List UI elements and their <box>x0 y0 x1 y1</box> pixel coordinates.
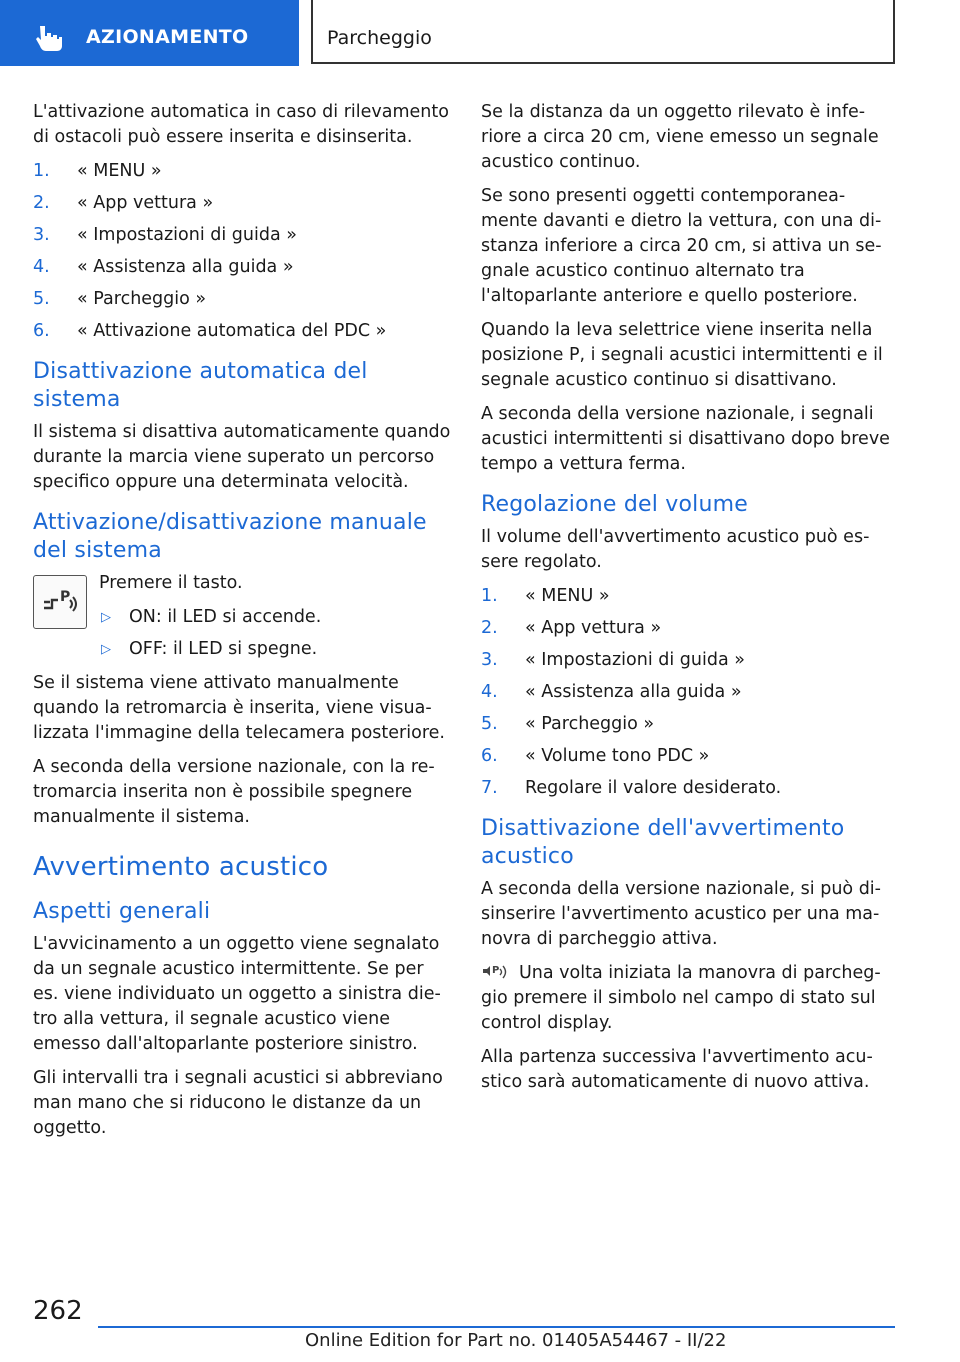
front-rear-paragraph: Se sono presenti oggetti contemporaneamente davanti e dietro la vettura, con una distanza inferiore a circa 20 cm, si attiva un segnale acustico continuo alternato tra l'altoparlante anteriore e quello posteriore. <box>481 186 882 306</box>
list-item <box>33 319 453 344</box>
svg-text:P: P <box>60 589 71 605</box>
list-item <box>481 584 893 609</box>
step-text: « MENU » <box>77 161 162 181</box>
heading-auto-deactivation: Disattivazione automatica del sistema <box>33 359 368 412</box>
list-item <box>99 605 453 630</box>
step-number: 6. <box>33 321 50 341</box>
step-text: « Parcheggio » <box>525 714 655 734</box>
step-number: 3. <box>481 650 498 670</box>
bullet-off-text: OFF: il LED si spegne. <box>129 639 318 659</box>
list-item <box>481 616 893 641</box>
general-paragraph-1: L'avvicinamento a un oggetto viene segnalato da un segnale acustico intermittente. Se per es. viene individuato un oggetto a sinistra dietro alla vettura, il segnale acustico viene emesso dall'altoparlante posteriore sinistro. <box>33 934 441 1054</box>
step-number: 3. <box>33 225 50 245</box>
volume-paragraph: Il volume dell'avvertimento acustico può essere regolato. <box>481 527 870 572</box>
intro-paragraph: L'attivazione automatica in caso di rilevamento di ostacoli può essere inserita e disinserita. <box>33 102 449 147</box>
left-column <box>33 100 453 1150</box>
step-text: « Parcheggio » <box>77 289 207 309</box>
step-text: « App vettura » <box>525 618 662 638</box>
step-text: « Assistenza alla guida » <box>77 257 294 277</box>
disable-icon-paragraph <box>481 961 893 1036</box>
list-item <box>33 287 453 312</box>
press-button-text: Premere il tasto. <box>99 573 243 593</box>
section-header <box>311 0 895 64</box>
list-item <box>33 223 453 248</box>
step-text: Regolare il valore desiderato. <box>525 778 782 798</box>
continuous-tone-paragraph: Se la distanza da un oggetto rilevato è inferiore a circa 20 cm, viene emesso un segnale acustico continuo. <box>481 102 879 172</box>
step-text: « MENU » <box>525 586 610 606</box>
list-item <box>33 159 453 184</box>
step-text: « App vettura » <box>77 193 214 213</box>
triangle-bullet-icon: ▷ <box>101 610 111 625</box>
step-number: 2. <box>481 618 498 638</box>
led-status-list <box>99 605 453 662</box>
pdc-button-block <box>33 571 453 671</box>
auto-activation-steps <box>33 159 453 344</box>
step-number: 2. <box>33 193 50 213</box>
chapter-title: AZIONAMENTO <box>86 26 249 48</box>
edition-text: Online Edition for Part no. 01405A54467 - II/22 <box>305 1330 727 1351</box>
step-text: « Volume tono PDC » <box>525 746 710 766</box>
heading-disable-warning: Disattivazione dell'avvertimento acustico <box>481 816 845 869</box>
list-item <box>481 680 893 705</box>
step-number: 4. <box>481 682 498 702</box>
heading-manual-toggle: Attivazione/disattivazione manuale del sistema <box>33 510 427 563</box>
list-item <box>33 255 453 280</box>
volume-steps <box>481 584 893 801</box>
page-number: 262 <box>33 1296 83 1326</box>
disable-icon-text: Una volta iniziata la manovra di parcheggio premere il simbolo nel campo di stato sul control display. <box>481 963 881 1033</box>
disable-paragraph: A seconda della versione nazionale, si può disinserire l'avvertimento acustico per una manovra di parcheggio attiva. <box>481 879 881 949</box>
restart-paragraph: Alla partenza successiva l'avvertimento acustico sarà automaticamente di nuovo attiva. <box>481 1047 873 1092</box>
list-item <box>481 744 893 769</box>
national-version-paragraph: A seconda della versione nazionale, i segnali acustici intermittenti si disattivano dopo breve tempo a vettura ferma. <box>481 404 890 474</box>
list-item <box>481 712 893 737</box>
section-title: Parcheggio <box>327 27 432 49</box>
step-number: 1. <box>481 586 498 606</box>
step-number: 6. <box>481 746 498 766</box>
step-text: « Impostazioni di guida » <box>77 225 297 245</box>
step-number: 4. <box>33 257 50 277</box>
pdc-button-icon <box>33 575 87 629</box>
step-number: 1. <box>33 161 50 181</box>
step-text: « Impostazioni di guida » <box>525 650 745 670</box>
hand-pointer-icon <box>34 24 64 52</box>
heading-acoustic-warning: Avvertimento acustico <box>33 852 329 882</box>
step-text: « Assistenza alla guida » <box>525 682 742 702</box>
pdc-sensor-icon <box>40 586 80 620</box>
step-text: « Attivazione automatica del PDC » <box>77 321 387 341</box>
list-item <box>481 648 893 673</box>
step-number: 5. <box>481 714 498 734</box>
general-paragraph-2: Gli intervalli tra i segnali acustici si abbreviano man mano che si riducono le distanze da un oggetto. <box>33 1068 443 1138</box>
right-column <box>481 100 893 1104</box>
triangle-bullet-icon: ▷ <box>101 642 111 657</box>
footer-divider <box>98 1326 895 1328</box>
speaker-pdc-mute-icon <box>481 961 511 981</box>
list-item <box>33 191 453 216</box>
list-item <box>481 776 893 801</box>
bullet-on-text: ON: il LED si accende. <box>129 607 322 627</box>
manual-paragraph-2: A seconda della versione nazionale, con la retromarcia inserita non è possibile spegnere manualmente il sistema. <box>33 757 435 827</box>
heading-volume: Regolazione del volume <box>481 492 748 517</box>
svg-text:P: P <box>492 965 500 976</box>
auto-deactivation-paragraph: Il sistema si disattiva automaticamente quando durante la marcia viene superato un percorso specifico oppure una determinata velocità. <box>33 422 451 492</box>
list-item <box>99 637 453 662</box>
step-number: 7. <box>481 778 498 798</box>
chapter-tab <box>0 0 299 66</box>
step-number: 5. <box>33 289 50 309</box>
selector-lever-paragraph: Quando la leva selettrice viene inserita nella posizione P, i segnali acustici intermittenti e il segnale acustico continuo si disattivano. <box>481 320 883 390</box>
heading-general-aspects: Aspetti generali <box>33 899 211 924</box>
manual-paragraph-1: Se il sistema viene attivato manualmente quando la retromarcia è inserita, viene visualizzata l'immagine della telecamera posteriore. <box>33 673 445 743</box>
